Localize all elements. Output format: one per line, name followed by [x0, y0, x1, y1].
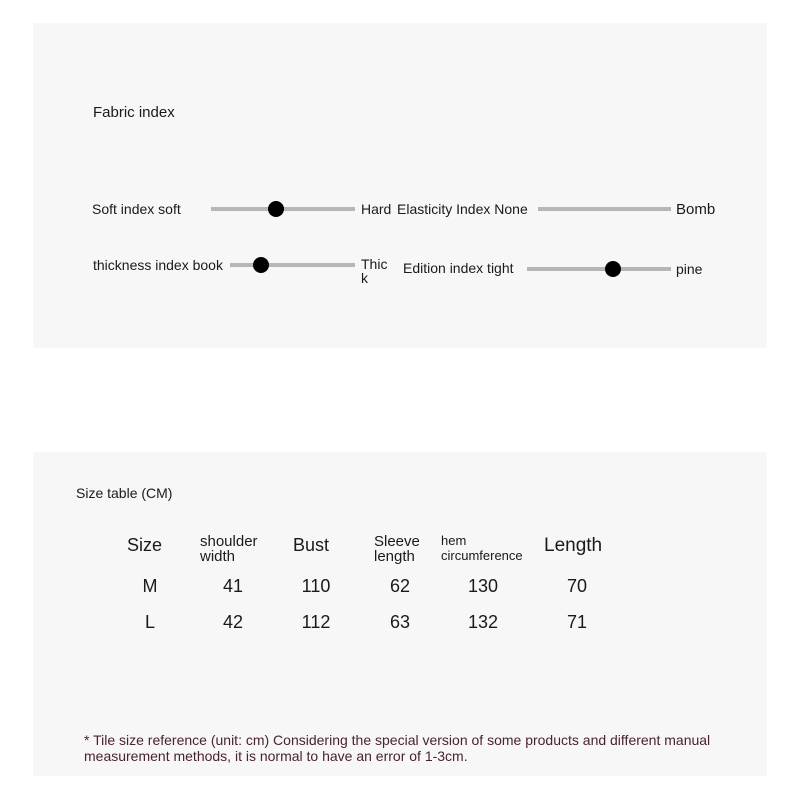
table-cell: 71: [566, 612, 588, 632]
thickness-index-label: thickness index book: [93, 257, 223, 273]
table-cell: 70: [566, 576, 588, 596]
table-cell: 63: [389, 612, 411, 632]
size-note: * Tile size reference (unit: cm) Considering the special version of some products and different manual measurement methods, it is normal to have an error of 1-3cm.: [84, 732, 711, 764]
elasticity-index-bomb-label: Bomb: [676, 201, 716, 218]
edition-index-pine-label: pine: [676, 261, 703, 277]
table-cell: 132: [467, 612, 499, 632]
size-table-title: Size table (CM): [76, 485, 173, 501]
soft-index-label: Soft index soft: [92, 201, 181, 217]
header-sleeve-length: Sleeve length: [374, 533, 420, 565]
edition-index-track: [527, 267, 671, 271]
fabric-index-panel: [33, 23, 767, 348]
thickness-index-track: [230, 263, 355, 267]
header-bust: Bust: [293, 535, 330, 555]
fabric-index-title: Fabric index: [93, 104, 175, 121]
thickness-index-thick-label: Thick: [361, 256, 388, 286]
header-size: Size: [127, 535, 163, 555]
table-cell: 41: [222, 576, 244, 596]
table-cell: 130: [467, 576, 499, 596]
elasticity-index-track: [538, 207, 671, 211]
soft-index-hard-label: Hard: [361, 201, 392, 217]
header-hem-circumference: hem circumference: [441, 533, 523, 563]
table-cell: M: [142, 576, 158, 596]
header-length: Length: [544, 535, 603, 556]
header-shoulder-width: shoulder width: [200, 533, 258, 565]
table-cell: 42: [222, 612, 244, 632]
elasticity-index-label: Elasticity Index None: [397, 201, 528, 217]
table-cell: L: [144, 612, 155, 632]
table-cell: 110: [301, 576, 331, 596]
edition-index-label: Edition index tight: [403, 260, 514, 276]
soft-index-knob[interactable]: [268, 201, 284, 217]
table-cell: 112: [301, 612, 331, 632]
table-cell: 62: [389, 576, 411, 596]
